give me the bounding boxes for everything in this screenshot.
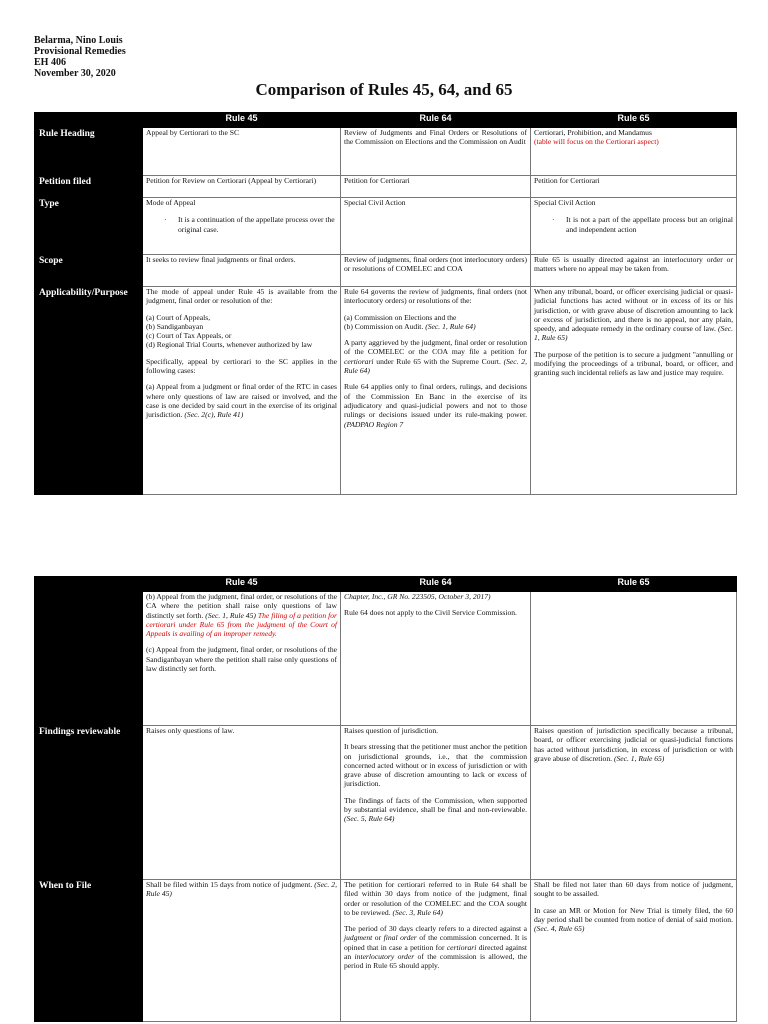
citation: (Sec. 5, Rule 64) bbox=[344, 814, 395, 824]
row-label-when-to-file: When to File bbox=[35, 880, 143, 1022]
italic-term: certiorari bbox=[446, 942, 477, 952]
cell-text: Review of judgments, final orders (not interlocutory orders) or resolutions of COMELEC and COA bbox=[344, 255, 527, 274]
bullet-icon: · bbox=[552, 215, 555, 225]
cell-rule64-findings bbox=[341, 726, 531, 880]
table-row-type bbox=[35, 198, 737, 255]
cell-text: It bears stressing that the petitioner must anchor the petition on jurisdictional grounds, i.e., that the commission concerned acted without or in excess of jurisdiction or with grave abuse of discretion amounting to lack or excess of jurisdiction. bbox=[344, 742, 527, 789]
cell-text: The mode of appeal under Rule 45 is available from the judgment, final order or resolution of the: bbox=[146, 287, 337, 306]
court-list bbox=[146, 313, 337, 350]
cell-text: Shall be filed within 15 days from notice of judgment. bbox=[146, 880, 313, 889]
row-label-scope: Scope bbox=[35, 255, 143, 287]
cell-rule64-when bbox=[341, 880, 531, 1022]
cell-text: Special Civil Action bbox=[344, 198, 406, 207]
list-item: (b) Commission on Audit. bbox=[344, 321, 424, 331]
citation: (Sec. 1, Rule 65) bbox=[613, 753, 665, 763]
cell-text: Shall be filed not later than 60 days from notice of judgment, sought to be assailed. bbox=[534, 880, 733, 899]
cell-text: Specifically, appeal by certiorari to the SC applies in the following cases: bbox=[146, 356, 337, 376]
red-note: The filing of a petition for certiorari under Rule 65 from the judgment of the Court of Appeals is availing of an improper remedy. bbox=[146, 610, 337, 639]
list-item: (d) Regional Trial Courts, whenever authorized by law bbox=[146, 340, 313, 350]
cell-text: The petition for certiorari referred to in Rule 64 shall be filed within 30 days from notice of the judgment, final order or resolution of the COMELEC and the COA sought to be reviewed. bbox=[344, 880, 527, 917]
cell-rule64-heading bbox=[341, 128, 531, 176]
cell-text: Rule 64 governs the review of judgments, final orders (not interlocutory orders) or resolutions of the: bbox=[344, 287, 527, 306]
cell-rule45-when bbox=[143, 880, 341, 1022]
cell-rule64-continued bbox=[341, 592, 531, 726]
cell-rule65-type bbox=[531, 198, 737, 255]
table-row-applicability bbox=[35, 287, 737, 495]
cell-text: Rule 64 applies only to final orders, rulings, and decisions of the Commission En Banc in the exercise of its adjudicatory and quasi-judicial powers and not to those rulings or decisions issued under its rule-making power. bbox=[344, 382, 527, 420]
row-label-applicability: Applicability/Purpose bbox=[35, 287, 143, 495]
column-header-rule45: Rule 45 bbox=[143, 113, 341, 128]
cell-rule65-applicability bbox=[531, 287, 737, 495]
cell-rule64-petition bbox=[341, 176, 531, 198]
cell-rule64-type bbox=[341, 198, 531, 255]
cell-text: under Rule 65 with the Supreme Court. bbox=[376, 356, 501, 366]
bullet-item bbox=[146, 215, 337, 234]
cell-text: The findings of facts of the Commission, when supported by substantial evidence, shall be final and non-reviewable. bbox=[344, 795, 527, 815]
cell-rule64-applicability bbox=[341, 287, 531, 495]
cell-text: Mode of Appeal bbox=[146, 198, 196, 207]
citation: (Sec. 4, Rule 65) bbox=[534, 924, 585, 934]
header-corner bbox=[35, 577, 143, 592]
cell-text: Petition for Certiorari bbox=[534, 176, 600, 185]
citation: Chapter, Inc., GR No. 223505, October 3, 2017) bbox=[344, 592, 491, 601]
italic-term: certiorari bbox=[344, 356, 374, 366]
comparison-table-page2 bbox=[34, 576, 737, 1022]
list-item: (c) Court of Tax Appeals, or bbox=[146, 331, 232, 341]
cell-rule65-petition bbox=[531, 176, 737, 198]
bullet-text: It is not a part of the appellate process but an original and independent action bbox=[566, 215, 733, 234]
cell-rule45-applicability bbox=[143, 287, 341, 495]
column-header-rule64: Rule 64 bbox=[341, 113, 531, 128]
row-label-type: Type bbox=[35, 198, 143, 255]
table-row-findings bbox=[35, 726, 737, 880]
cell-rule45-heading bbox=[143, 128, 341, 176]
cell-text: Certiorari, Prohibition, and Mandamus bbox=[534, 128, 652, 137]
list-item: (a) Court of Appeals, bbox=[146, 312, 211, 322]
course-code: EH 406 bbox=[34, 57, 66, 68]
citation: (Sec. 1, Rule 64) bbox=[425, 321, 476, 331]
cell-text: It seeks to review final judgments or final orders. bbox=[146, 255, 296, 264]
cell-text: (a) Appeal from a judgment or final order of the RTC in cases where only questions of law are raised or involved, and the case is one decided by said court in the exercise of its original jurisdiction. bbox=[146, 382, 337, 420]
table-row-continued bbox=[35, 592, 737, 726]
document-date: November 30, 2020 bbox=[34, 68, 116, 79]
cell-text: (c) Appeal from the judgment, final order, or resolutions of the Sandiganbayan where the petition shall raise only questions of law distinctly set forth. bbox=[146, 645, 337, 674]
bullet-icon: · bbox=[164, 215, 167, 225]
cell-rule65-heading bbox=[531, 128, 737, 176]
bullet-text: It is a continuation of the appellate process over the original case. bbox=[178, 215, 335, 234]
cell-text: Rule 64 does not apply to the Civil Service Commission. bbox=[344, 608, 517, 618]
column-header-rule65: Rule 65 bbox=[531, 577, 737, 592]
list-item: (a) Commission on Elections and the bbox=[344, 312, 457, 322]
cell-text: Raises question of jurisdiction specifically because a tribunal, board, or officer exercising judicial or quasi-judicial functions has acted without jurisdiction, in excess of jurisdiction or with grave abuse of discretion. bbox=[534, 726, 733, 763]
red-note: (table will focus on the Certiorari aspect) bbox=[534, 137, 659, 147]
column-header-rule45: Rule 45 bbox=[143, 577, 341, 592]
row-label-petition-filed: Petition filed bbox=[35, 176, 143, 198]
cell-rule45-scope bbox=[143, 255, 341, 287]
cell-text: Petition for Review on Certiorari (Appeal by Certiorari) bbox=[146, 176, 317, 185]
cell-rule65-continued bbox=[531, 592, 737, 726]
citation: (Sec. 1, Rule 45) bbox=[205, 610, 256, 620]
author-name: Belarma, Nino Louis bbox=[34, 35, 123, 46]
cell-rule45-petition bbox=[143, 176, 341, 198]
document-header bbox=[34, 35, 126, 79]
cell-rule64-scope bbox=[341, 255, 531, 287]
cell-text: Petition for Certiorari bbox=[344, 176, 410, 185]
cell-text: Review of Judgments and Final Orders or Resolutions of the Commission on Elections and the Commission on Audit bbox=[344, 128, 527, 147]
citation: (Sec. 1, Rule 65) bbox=[534, 324, 733, 343]
table-row-when-to-file bbox=[35, 880, 737, 1022]
cell-rule65-findings bbox=[531, 726, 737, 880]
row-label-findings: Findings reviewable bbox=[35, 726, 143, 880]
cell-text: The period of 30 days clearly refers to a directed against a bbox=[344, 924, 527, 934]
citation: (Sec. 2, Rule 45) bbox=[146, 880, 337, 899]
column-header-rule64: Rule 64 bbox=[341, 577, 531, 592]
cell-rule45-findings bbox=[143, 726, 341, 880]
italic-term: interlocutory order bbox=[354, 952, 415, 962]
cell-text: Raises question of jurisdiction. bbox=[344, 726, 439, 735]
cell-rule45-continued bbox=[143, 592, 341, 726]
citation: (Sec. 2, Rule 64) bbox=[344, 356, 527, 376]
table-row-petition-filed bbox=[35, 176, 737, 198]
italic-term: judgment bbox=[344, 933, 373, 943]
citation: (Sec. 3, Rule 64) bbox=[392, 907, 443, 917]
cell-rule45-type bbox=[143, 198, 341, 255]
cell-rule65-scope bbox=[531, 255, 737, 287]
cell-text: directed against an bbox=[344, 942, 527, 962]
cell-text: Rule 65 is usually directed against an interlocutory order or matters where no appeal may be taken from. bbox=[534, 255, 733, 274]
page-title: Comparison of Rules 45, 64, and 65 bbox=[255, 80, 513, 99]
table-header-row bbox=[35, 577, 737, 592]
cell-text: Appeal by Certiorari to the SC bbox=[146, 128, 240, 137]
bullet-item bbox=[534, 215, 733, 234]
cell-text: Raises only questions of law. bbox=[146, 726, 235, 735]
header-corner bbox=[35, 113, 143, 128]
cell-text: In case an MR or Motion for New Trial is timely filed, the 60 day period shall be counted from notice of denial of said motion. bbox=[534, 905, 733, 924]
table-row-scope bbox=[35, 255, 737, 287]
cell-text: (b) Appeal from the judgment, final order, or resolutions of the CA where the petition shall raise only questions of law distinctly set forth. bbox=[146, 592, 337, 620]
table-row-rule-heading bbox=[35, 128, 737, 176]
subject-name: Provisional Remedies bbox=[34, 46, 126, 57]
italic-term: final order bbox=[383, 933, 417, 943]
cell-text: A party aggrieved by the judgment, final order or resolution of the COMELEC or the COA may file a petition for bbox=[344, 338, 527, 357]
row-label-empty bbox=[35, 592, 143, 726]
cell-text: When any tribunal, board, or officer exercising judicial or quasi-judicial functions has acted without or in excess of its or his jurisdiction, or with grave abuse of discretion amounting to lack or excess of jurisdiction, and there is no appeal, nor any plain, speedy, and adequate remedy in the ordinary course of law. bbox=[534, 287, 733, 334]
table-header-row bbox=[35, 113, 737, 128]
row-label-rule-heading: Rule Heading bbox=[35, 128, 143, 176]
citation: (PADPAO Region 7 bbox=[344, 419, 404, 429]
cell-text: Special Civil Action bbox=[534, 198, 596, 207]
comparison-table-page1 bbox=[34, 112, 737, 495]
list-item: (b) Sandiganbayan bbox=[146, 321, 204, 331]
cell-rule65-when bbox=[531, 880, 737, 1022]
cell-text: or bbox=[374, 933, 382, 943]
citation: (Sec. 2(c), Rule 41) bbox=[184, 410, 244, 420]
column-header-rule65: Rule 65 bbox=[531, 113, 737, 128]
cell-text: The purpose of the petition is to secure a judgment "annulling or modifying the proceedings of a tribunal, board, or officer, and granting such incidental reliefs as law and justice may require. bbox=[534, 349, 733, 378]
cell-text: of the commission concerned. It is opined that in case a petition for bbox=[344, 933, 527, 952]
cell-text: of the commission is allowed, the period in Rule 65 should apply. bbox=[344, 952, 527, 971]
